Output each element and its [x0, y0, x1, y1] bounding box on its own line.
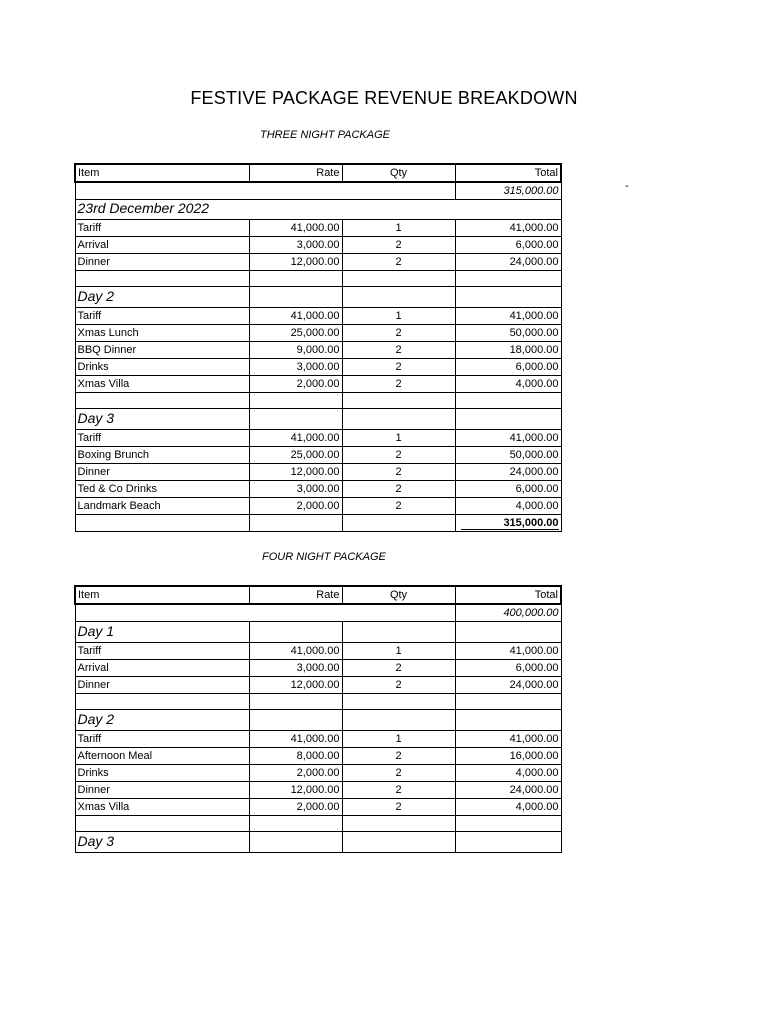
- qty-cell: 2: [342, 799, 455, 816]
- three-night-table-body: [75, 164, 561, 532]
- stray-dash-mark: -: [625, 180, 629, 192]
- three-night-package-table: [74, 163, 562, 532]
- four-night-table-body: [75, 586, 561, 853]
- item-cell: Boxing Brunch: [75, 447, 249, 464]
- blank-cell: [249, 515, 342, 532]
- sum-total-cell: [455, 515, 561, 532]
- day-label: 23rd December 2022: [77, 200, 210, 216]
- blank-row: [75, 816, 561, 832]
- table-row: [75, 325, 561, 342]
- item-cell: Tariff: [75, 731, 249, 748]
- blank-cell: [455, 287, 561, 308]
- blank-cell: [249, 622, 342, 643]
- page-title: FESTIVE PACKAGE REVENUE BREAKDOWN: [190, 88, 578, 108]
- rate-cell: 25,000.00: [249, 447, 342, 464]
- blank-cell: [342, 271, 455, 287]
- total-cell: 24,000.00: [455, 782, 561, 799]
- qty-cell: 2: [342, 765, 455, 782]
- day-header-row: [75, 622, 561, 643]
- item-cell: Dinner: [75, 254, 249, 271]
- total-cell: 6,000.00: [455, 237, 561, 254]
- table-row: [75, 430, 561, 447]
- rate-cell: 41,000.00: [249, 430, 342, 447]
- table-row: [75, 481, 561, 498]
- blank-cell: [455, 816, 561, 832]
- day-label-cell: [75, 622, 249, 643]
- total-cell: 6,000.00: [455, 481, 561, 498]
- blank-cell: [249, 816, 342, 832]
- item-cell: Tariff: [75, 643, 249, 660]
- day-header-row: [75, 710, 561, 731]
- blank-cell: [249, 393, 342, 409]
- blank-cell: [249, 710, 342, 731]
- table-row: [75, 464, 561, 481]
- qty-cell: 2: [342, 782, 455, 799]
- total-cell: 41,000.00: [455, 220, 561, 237]
- table-row: [75, 220, 561, 237]
- rate-cell: 3,000.00: [249, 660, 342, 677]
- day-label: Day 3: [77, 409, 115, 426]
- table-row: [75, 765, 561, 782]
- rate-cell: 2,000.00: [249, 765, 342, 782]
- qty-cell: 2: [342, 447, 455, 464]
- rate-cell: 25,000.00: [249, 325, 342, 342]
- blank-cell: [455, 271, 561, 287]
- table-row: [75, 799, 561, 816]
- blank-row: [75, 271, 561, 287]
- rate-cell: 9,000.00: [249, 342, 342, 359]
- rate-cell: 41,000.00: [249, 308, 342, 325]
- table-row: [75, 359, 561, 376]
- rate-cell: 12,000.00: [249, 782, 342, 799]
- item-cell: Ted & Co Drinks: [75, 481, 249, 498]
- gross-total-row: [75, 182, 561, 200]
- qty-cell: 2: [342, 359, 455, 376]
- blank-cell: [455, 622, 561, 643]
- item-cell: Landmark Beach: [75, 498, 249, 515]
- blank-cell: [342, 816, 455, 832]
- table-row: [75, 308, 561, 325]
- gross-total-spacer: [75, 604, 455, 622]
- table-row: [75, 237, 561, 254]
- day-label: Day 3: [77, 832, 115, 849]
- rate-cell: 8,000.00: [249, 748, 342, 765]
- total-cell: 16,000.00: [455, 748, 561, 765]
- table-row: [75, 677, 561, 694]
- header-qty: Qty: [342, 586, 455, 604]
- header-rate: Rate: [249, 586, 342, 604]
- blank-cell: [342, 710, 455, 731]
- item-cell: Arrival: [75, 237, 249, 254]
- blank-cell: [249, 271, 342, 287]
- item-cell: Xmas Villa: [75, 376, 249, 393]
- rate-cell: 3,000.00: [249, 237, 342, 254]
- header-item: Item: [75, 586, 249, 604]
- table-row: [75, 254, 561, 271]
- rate-cell: 3,000.00: [249, 481, 342, 498]
- total-cell: 6,000.00: [455, 359, 561, 376]
- sum-total-row: [75, 515, 561, 532]
- qty-cell: 1: [342, 731, 455, 748]
- three-night-package-label: THREE NIGHT PACKAGE: [260, 129, 390, 141]
- total-cell: 18,000.00: [455, 342, 561, 359]
- item-cell: Dinner: [75, 782, 249, 799]
- blank-cell: [249, 287, 342, 308]
- qty-cell: 2: [342, 660, 455, 677]
- table-row: [75, 643, 561, 660]
- item-cell: Drinks: [75, 359, 249, 376]
- blank-cell: [342, 287, 455, 308]
- blank-cell: [342, 694, 455, 710]
- qty-cell: 2: [342, 677, 455, 694]
- blank-cell: [75, 816, 249, 832]
- blank-cell: [249, 694, 342, 710]
- blank-cell: [342, 393, 455, 409]
- table-row: [75, 660, 561, 677]
- table-row: [75, 731, 561, 748]
- rate-cell: 12,000.00: [249, 464, 342, 481]
- item-cell: Drinks: [75, 765, 249, 782]
- qty-cell: 1: [342, 430, 455, 447]
- blank-cell: [342, 409, 455, 430]
- qty-cell: 1: [342, 308, 455, 325]
- rate-cell: 12,000.00: [249, 254, 342, 271]
- blank-cell: [249, 832, 342, 853]
- sum-total-value: 315,000.00: [461, 517, 558, 532]
- day-header-row: [75, 409, 561, 430]
- total-cell: 4,000.00: [455, 799, 561, 816]
- day-label: Day 2: [77, 710, 115, 727]
- four-night-package-label: FOUR NIGHT PACKAGE: [262, 551, 386, 563]
- rate-cell: 2,000.00: [249, 498, 342, 515]
- item-cell: Xmas Villa: [75, 799, 249, 816]
- four-night-package-table: [74, 585, 562, 853]
- qty-cell: 2: [342, 464, 455, 481]
- blank-cell: [455, 694, 561, 710]
- day-header-row: [75, 287, 561, 308]
- table-row: [75, 782, 561, 799]
- blank-cell: [249, 409, 342, 430]
- rate-cell: 2,000.00: [249, 799, 342, 816]
- day-label-cell: [75, 832, 249, 853]
- blank-cell: [342, 622, 455, 643]
- qty-cell: 1: [342, 643, 455, 660]
- blank-cell: [75, 694, 249, 710]
- total-cell: 41,000.00: [455, 643, 561, 660]
- item-cell: BBQ Dinner: [75, 342, 249, 359]
- total-cell: 50,000.00: [455, 447, 561, 464]
- item-cell: Xmas Lunch: [75, 325, 249, 342]
- item-cell: Tariff: [75, 220, 249, 237]
- day-label-cell: [75, 287, 249, 308]
- total-cell: 41,000.00: [455, 308, 561, 325]
- item-cell: Tariff: [75, 430, 249, 447]
- blank-cell: [455, 409, 561, 430]
- total-cell: 6,000.00: [455, 660, 561, 677]
- table-row: [75, 748, 561, 765]
- gross-total-value: 400,000.00: [455, 604, 561, 622]
- blank-cell: [75, 515, 249, 532]
- blank-cell: [75, 393, 249, 409]
- qty-cell: 1: [342, 220, 455, 237]
- gross-total-spacer: [75, 182, 455, 200]
- header-rate: Rate: [249, 164, 342, 182]
- header-qty: Qty: [342, 164, 455, 182]
- blank-cell: [75, 271, 249, 287]
- blank-cell: [455, 832, 561, 853]
- table-row: [75, 342, 561, 359]
- qty-cell: 2: [342, 342, 455, 359]
- item-cell: Tariff: [75, 308, 249, 325]
- header-total: Total: [455, 586, 561, 604]
- table-row: [75, 498, 561, 515]
- day-label-cell: [75, 409, 249, 430]
- gross-total-value: 315,000.00: [455, 182, 561, 200]
- header-item: Item: [75, 164, 249, 182]
- blank-row: [75, 694, 561, 710]
- blank-cell: [342, 515, 455, 532]
- total-cell: 24,000.00: [455, 254, 561, 271]
- total-cell: 50,000.00: [455, 325, 561, 342]
- blank-cell: [455, 710, 561, 731]
- day-header-row: [75, 832, 561, 853]
- day-label-cell: [75, 200, 561, 220]
- day-label-cell: [75, 710, 249, 731]
- total-cell: 41,000.00: [455, 731, 561, 748]
- total-cell: 4,000.00: [455, 765, 561, 782]
- blank-cell: [342, 832, 455, 853]
- qty-cell: 2: [342, 254, 455, 271]
- blank-cell: [455, 393, 561, 409]
- item-cell: Dinner: [75, 677, 249, 694]
- table-header-row: [75, 164, 561, 182]
- total-cell: 4,000.00: [455, 376, 561, 393]
- rate-cell: 41,000.00: [249, 731, 342, 748]
- rate-cell: 2,000.00: [249, 376, 342, 393]
- item-cell: Arrival: [75, 660, 249, 677]
- total-cell: 41,000.00: [455, 430, 561, 447]
- qty-cell: 2: [342, 376, 455, 393]
- blank-row: [75, 393, 561, 409]
- rate-cell: 12,000.00: [249, 677, 342, 694]
- qty-cell: 2: [342, 748, 455, 765]
- table-row: [75, 447, 561, 464]
- table-row: [75, 376, 561, 393]
- header-total: Total: [455, 164, 561, 182]
- rate-cell: 41,000.00: [249, 643, 342, 660]
- day-label: Day 1: [77, 622, 115, 639]
- qty-cell: 2: [342, 481, 455, 498]
- day-label: Day 2: [77, 287, 115, 304]
- item-cell: Afternoon Meal: [75, 748, 249, 765]
- qty-cell: 2: [342, 325, 455, 342]
- total-cell: 4,000.00: [455, 498, 561, 515]
- rate-cell: 41,000.00: [249, 220, 342, 237]
- qty-cell: 2: [342, 498, 455, 515]
- total-cell: 24,000.00: [455, 677, 561, 694]
- day-header-row: [75, 200, 561, 220]
- table-header-row: [75, 586, 561, 604]
- total-cell: 24,000.00: [455, 464, 561, 481]
- item-cell: Dinner: [75, 464, 249, 481]
- rate-cell: 3,000.00: [249, 359, 342, 376]
- qty-cell: 2: [342, 237, 455, 254]
- gross-total-row: [75, 604, 561, 622]
